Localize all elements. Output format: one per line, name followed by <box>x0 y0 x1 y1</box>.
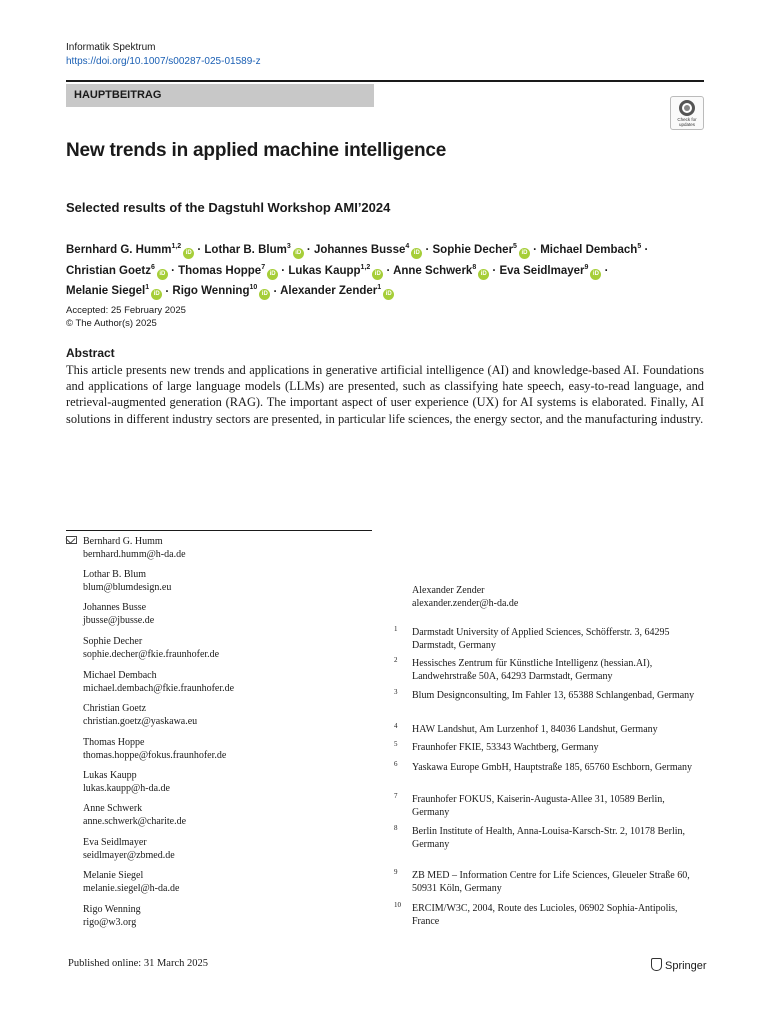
springer-horse-icon <box>651 958 662 971</box>
affiliation-number: 6 <box>394 760 398 768</box>
orcid-icon[interactable]: iD <box>183 248 194 259</box>
author-affiliation-number: 9 <box>584 263 589 271</box>
author-affiliation-number: 3 <box>286 243 291 250</box>
contact-email[interactable]: christian.goetz@yaskawa.eu <box>83 715 198 727</box>
author <box>66 265 168 277</box>
author-name: Christian Goetz <box>66 264 151 277</box>
author-affiliation-number: 1 <box>145 284 150 292</box>
author-name: Melanie Siegel <box>66 285 146 298</box>
orcid-icon[interactable]: iD <box>293 248 304 259</box>
contact-entry <box>83 569 171 594</box>
contact-entry <box>83 803 186 828</box>
author <box>178 265 278 277</box>
affiliation-number: 9 <box>394 868 398 876</box>
contact-name: Rigo Wenning <box>83 904 141 915</box>
section-label: HAUPTBEITRAG <box>66 84 374 107</box>
author-separator: · <box>641 243 649 256</box>
author-separator: · <box>601 264 609 277</box>
author <box>499 265 601 277</box>
author <box>288 265 383 277</box>
author-name: Thomas Hoppe <box>178 264 262 277</box>
doi-link[interactable]: https://doi.org/10.1007/s00287-025-01589-z <box>66 56 261 67</box>
contact-rule <box>66 530 372 531</box>
crossmark-icon <box>679 100 695 116</box>
affiliation-text: Berlin Institute of Health, Anna-Louisa-Karsch-Str. 2, 10178 Berlin, Germany <box>412 826 686 850</box>
orcid-icon[interactable]: iD <box>157 269 168 280</box>
publisher-name: Springer <box>665 960 707 972</box>
author-name: Michael Dembach <box>540 243 638 256</box>
author-name: Anne Schwerk <box>393 264 473 277</box>
orcid-icon[interactable]: iD <box>151 289 162 300</box>
affiliation-number: 7 <box>394 792 398 800</box>
author-separator: · <box>278 264 289 277</box>
contact-entry <box>83 536 186 561</box>
contact-email[interactable]: seidlmayer@zbmed.de <box>83 849 175 861</box>
contact-entry <box>83 904 141 929</box>
author <box>66 244 194 256</box>
affiliation-text: ERCIM/W3C, 2004, Route des Lucioles, 06902 Sophia-Antipolis, France <box>412 903 678 927</box>
author-name: Johannes Busse <box>313 243 406 256</box>
author-separator: · <box>422 243 433 256</box>
abstract-text: This article presents new trends and applications in generative artificial intelligence (AI) and knowledge-based AI. Foundations and applications of large language models (LLMs) are presented, such as classifying hate speech, easy-to-read language, and retrieval-augmented generation (RAG). The important aspect of user experience (UX) for AI systems is elaborated. Finally, AI solutions in different industry sectors are presented, in particular life sciences, the energy sector, and the manufacturing industry. <box>66 363 704 426</box>
affiliation-number: 3 <box>394 688 398 696</box>
orcid-icon[interactable]: iD <box>259 289 270 300</box>
contact-entry <box>83 636 219 661</box>
contact-email[interactable]: thomas.hoppe@fokus.fraunhofer.de <box>83 749 227 761</box>
author-name: Bernhard G. Humm <box>66 243 172 256</box>
author-name: Sophie Decher <box>432 243 514 256</box>
contact-name: Anne Schwerk <box>83 803 143 814</box>
contact-email[interactable]: lukas.kaupp@h-da.de <box>83 782 170 794</box>
contact-entry <box>83 737 226 762</box>
published-date: Published online: 31 March 2025 <box>68 958 208 969</box>
header-rule <box>66 80 704 82</box>
affiliation-text: HAW Landshut, Am Lurzenhof 1, 84036 Landshut, Germany <box>412 724 658 735</box>
envelope-icon <box>66 536 77 544</box>
author-affiliation-number: 1,2 <box>171 243 182 250</box>
contact-name: Alexander Zender <box>412 585 485 596</box>
author-affiliation-number: 4 <box>405 243 410 250</box>
contact-email[interactable]: jbusse@jbusse.de <box>83 614 155 626</box>
copyright-notice: © The Author(s) 2025 <box>66 318 157 329</box>
contact-email[interactable]: rigo@w3.org <box>83 916 137 928</box>
affiliation-text: Fraunhofer FOKUS, Kaiserin-Augusta-Allee 31, 10589 Berlin, Germany <box>412 794 665 818</box>
accepted-date: Accepted: 25 February 2025 <box>66 305 186 316</box>
contact-entry <box>83 870 179 895</box>
contact-name: Christian Goetz <box>83 703 147 714</box>
author-affiliation-number: 1 <box>377 284 382 292</box>
author <box>540 244 641 256</box>
author-affiliation-number: 5 <box>513 243 517 250</box>
author <box>393 265 489 277</box>
author-name: Lothar B. Blum <box>204 243 287 256</box>
orcid-icon[interactable]: iD <box>519 248 530 259</box>
contact-name: Eva Seidlmayer <box>83 837 147 848</box>
orcid-icon[interactable]: iD <box>590 269 601 280</box>
orcid-icon[interactable]: iD <box>267 269 278 280</box>
author-name: Eva Seidlmayer <box>499 264 585 277</box>
orcid-icon[interactable]: iD <box>383 289 394 300</box>
contact-entry <box>83 703 197 728</box>
author-affiliation-number: 8 <box>472 263 477 271</box>
contact-entry <box>83 837 175 862</box>
author-separator: · <box>303 243 314 256</box>
article-dates <box>66 304 186 330</box>
author-separator: · <box>167 264 179 277</box>
author-affiliation-number: 7 <box>261 263 266 271</box>
contact-entry <box>83 602 154 627</box>
author <box>66 285 162 297</box>
contact-name: Johannes Busse <box>83 602 147 613</box>
author-separator: · <box>529 243 541 256</box>
check-for-updates-badge[interactable] <box>670 96 704 130</box>
contact-entry <box>412 585 518 610</box>
crossmark-label: Check for updates <box>677 117 697 127</box>
author-affiliation-number: 5 <box>637 243 642 250</box>
affiliation-number: 5 <box>394 740 398 748</box>
author-separator: · <box>383 264 394 277</box>
contact-email[interactable]: michael.dembach@fkie.fraunhofer.de <box>83 682 235 694</box>
contact-name: Sophie Decher <box>83 636 143 647</box>
contact-name: Melanie Siegel <box>83 870 144 881</box>
author-name: Rigo Wenning <box>172 285 250 298</box>
contact-email[interactable]: anne.schwerk@charite.de <box>83 815 187 827</box>
contact-name: Lothar B. Blum <box>83 569 147 580</box>
affiliation-number: 2 <box>394 656 398 664</box>
affiliation-text: Blum Designconsulting, Im Fahler 13, 65388 Schlangenbad, Germany <box>412 690 695 701</box>
contact-name: Thomas Hoppe <box>83 737 145 748</box>
affiliation-number: 8 <box>394 824 398 832</box>
author <box>172 285 270 297</box>
author-affiliation-number: 1,2 <box>360 263 371 271</box>
article-title: New trends in applied machine intelligence <box>66 140 447 161</box>
contact-name: Bernhard G. Humm <box>83 536 163 547</box>
author-name: Alexander Zender <box>280 285 378 298</box>
contact-email[interactable]: bernhard.humm@h-da.de <box>83 548 186 560</box>
contact-email[interactable]: blum@blumdesign.eu <box>83 581 172 593</box>
affiliation-number: 10 <box>394 901 401 909</box>
contact-name: Michael Dembach <box>83 670 157 681</box>
affiliation-text: Darmstadt University of Applied Sciences, Schöfferstr. 3, 64295 Darmstadt, Germany <box>412 627 670 651</box>
author <box>280 285 394 297</box>
author-affiliation-number: 10 <box>249 284 258 292</box>
orcid-icon[interactable]: iD <box>478 269 489 280</box>
affiliation-text: ZB MED – Information Centre for Life Sciences, Gleueler Straße 60, 50931 Köln, Germany <box>412 870 690 894</box>
article-subtitle: Selected results of the Dagstuhl Workshop AMI’2024 <box>66 200 391 215</box>
affiliation-number: 4 <box>394 722 398 730</box>
orcid-icon[interactable]: iD <box>411 248 422 259</box>
contact-email[interactable]: alexander.zender@h-da.de <box>412 597 519 609</box>
publisher-logo[interactable] <box>651 958 707 972</box>
contact-entry <box>83 670 234 695</box>
abstract-heading: Abstract <box>66 346 115 360</box>
affiliation-text: Fraunhofer FKIE, 53343 Wachtberg, Germany <box>412 742 599 753</box>
author <box>314 244 422 256</box>
contact-name: Lukas Kaupp <box>83 770 137 781</box>
author <box>204 244 303 256</box>
author-list <box>66 238 706 300</box>
contact-entry <box>83 770 170 795</box>
author-separator: · <box>162 285 173 298</box>
author-separator: · <box>270 285 281 298</box>
orcid-icon[interactable]: iD <box>372 269 383 280</box>
author <box>433 244 530 256</box>
affiliation-text: Yaskawa Europe GmbH, Hauptstraße 185, 65760 Eschborn, Germany <box>412 762 693 773</box>
contact-email[interactable]: sophie.decher@fkie.fraunhofer.de <box>83 648 220 660</box>
affiliation-number: 1 <box>394 625 398 633</box>
author-separator: · <box>194 243 205 256</box>
author-affiliation-number: 6 <box>150 263 155 271</box>
affiliation-text: Hessisches Zentrum für Künstliche Intelligenz (hessian.AI), Landwehrstraße 50A, 64293 Darmstadt, Germany <box>412 658 653 682</box>
journal-name: Informatik Spektrum <box>66 42 156 53</box>
author-separator: · <box>489 264 500 277</box>
author-name: Lukas Kaupp <box>288 264 361 277</box>
contact-email[interactable]: melanie.siegel@h-da.de <box>83 882 180 894</box>
